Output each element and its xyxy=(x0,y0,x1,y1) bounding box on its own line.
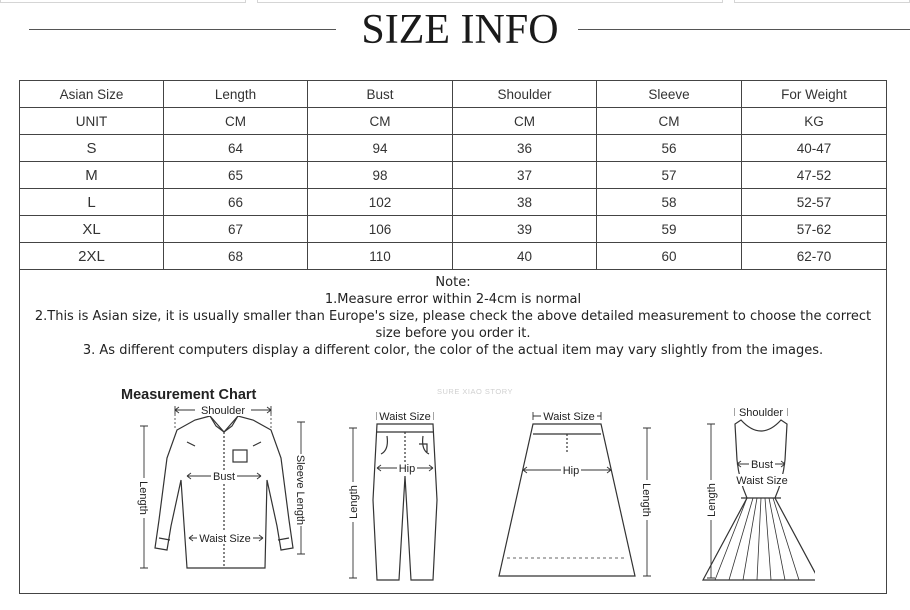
table-cell: 68 xyxy=(164,243,308,270)
pants-length-label: Length xyxy=(348,485,360,519)
skirt-waist-label: Waist Size xyxy=(543,411,595,423)
size-cell: L xyxy=(20,189,164,216)
garment-labels xyxy=(115,380,815,590)
table-row xyxy=(20,216,887,243)
unit-cell: CM xyxy=(164,108,308,135)
note-line-2: 2.This is Asian size, it is usually smaller than Europe's size, please check the above detailed measurement to choose the correct size before you order it. xyxy=(34,309,872,341)
header-cell: Length xyxy=(164,81,308,108)
top-tab-fragment xyxy=(0,0,246,3)
unit-cell: CM xyxy=(453,108,597,135)
table-cell: 110 xyxy=(308,243,453,270)
pants-hip-label: Hip xyxy=(398,463,416,475)
table-unit-row xyxy=(20,108,887,135)
unit-cell: KG xyxy=(742,108,887,135)
dress-length-label: Length xyxy=(706,483,718,517)
table-cell: 58 xyxy=(597,189,742,216)
size-cell: 2XL xyxy=(20,243,164,270)
watermark: SURE XIAO STORY xyxy=(437,387,513,396)
notes-cell xyxy=(20,270,887,594)
size-table xyxy=(19,80,887,594)
top-tab-fragment xyxy=(734,0,910,3)
note-line-1: 1.Measure error within 2-4cm is normal xyxy=(324,292,582,307)
size-cell: M xyxy=(20,162,164,189)
unit-cell: CM xyxy=(597,108,742,135)
header-cell: For Weight xyxy=(742,81,887,108)
note-heading: Note: xyxy=(435,275,471,290)
table-cell: 40 xyxy=(453,243,597,270)
dress-bust-label: Bust xyxy=(750,459,774,471)
title-rule-right xyxy=(578,29,910,30)
size-cell: S xyxy=(20,135,164,162)
table-cell: 38 xyxy=(453,189,597,216)
shirt-length-label: Length xyxy=(137,481,149,515)
page-title: SIZE INFO xyxy=(361,7,559,53)
table-row xyxy=(20,162,887,189)
table-cell: 52-57 xyxy=(742,189,887,216)
measurement-chart-title: Measurement Chart xyxy=(121,387,257,403)
table-cell: 94 xyxy=(308,135,453,162)
table-row xyxy=(20,243,887,270)
measurement-chart xyxy=(115,380,815,590)
notes-row xyxy=(20,270,887,594)
table-cell: 66 xyxy=(164,189,308,216)
top-tab-fragment xyxy=(257,0,723,3)
table-cell: 59 xyxy=(597,216,742,243)
title-rule-left xyxy=(29,29,336,30)
table-cell: 62-70 xyxy=(742,243,887,270)
table-cell: 56 xyxy=(597,135,742,162)
table-cell: 40-47 xyxy=(742,135,887,162)
size-cell: XL xyxy=(20,216,164,243)
table-cell: 37 xyxy=(453,162,597,189)
dress-waist-label: Waist Size xyxy=(736,475,788,487)
table-cell: 47-52 xyxy=(742,162,887,189)
header-cell: Bust xyxy=(308,81,453,108)
pants-waist-label: Waist Size xyxy=(379,411,431,423)
table-cell: 64 xyxy=(164,135,308,162)
skirt-hip-label: Hip xyxy=(562,465,580,477)
unit-cell: CM xyxy=(308,108,453,135)
header-cell: Sleeve xyxy=(597,81,742,108)
header-cell: Shoulder xyxy=(453,81,597,108)
table-cell: 60 xyxy=(597,243,742,270)
table-cell: 106 xyxy=(308,216,453,243)
table-cell: 98 xyxy=(308,162,453,189)
shirt-waist-label: Waist Size xyxy=(199,533,251,545)
skirt-length-label: Length xyxy=(640,483,652,517)
table-cell: 36 xyxy=(453,135,597,162)
table-cell: 39 xyxy=(453,216,597,243)
table-header-row xyxy=(20,81,887,108)
table-row xyxy=(20,189,887,216)
header-cell: Asian Size xyxy=(20,81,164,108)
table-row xyxy=(20,135,887,162)
table-cell: 65 xyxy=(164,162,308,189)
table-cell: 67 xyxy=(164,216,308,243)
shirt-sleeve-label: Sleeve Length xyxy=(294,454,306,526)
table-cell: 102 xyxy=(308,189,453,216)
note-line-3: 3. As different computers display a different color, the color of the actual item may vary slightly from the images. xyxy=(82,343,824,358)
unit-cell: UNIT xyxy=(20,108,164,135)
table-cell: 57 xyxy=(597,162,742,189)
table-cell: 57-62 xyxy=(742,216,887,243)
shirt-shoulder-label: Shoulder xyxy=(200,405,246,417)
shirt-bust-label: Bust xyxy=(212,471,236,483)
dress-shoulder-label: Shoulder xyxy=(738,407,784,419)
